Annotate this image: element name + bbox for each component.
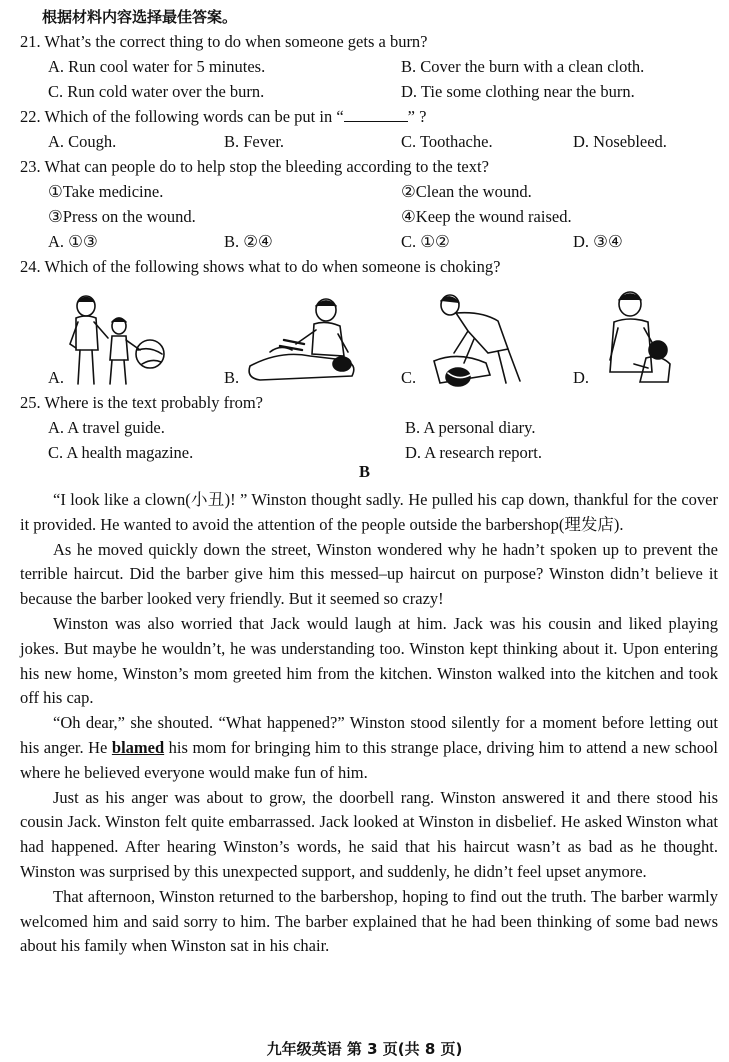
option-d: D. Nosebleed.	[573, 132, 667, 151]
option-a: A.	[48, 368, 65, 387]
question-stem: What can people do to help stop the bleeding according to the text?	[44, 157, 489, 176]
option-d: D. A research report.	[405, 443, 542, 462]
question-number: 24.	[20, 257, 41, 276]
option-c: C. Run cold water over the burn.	[48, 82, 265, 101]
question-stem: What’s the correct thing to do when someone gets a burn?	[44, 32, 428, 51]
passage-paragraph	[20, 612, 718, 711]
question-21	[20, 31, 428, 53]
option-d: D. ③④	[573, 232, 623, 251]
passage-paragraph	[20, 885, 718, 959]
option-b: B.	[224, 368, 240, 387]
question-stem-end: ” ?	[407, 107, 427, 126]
option-c: C. ①②	[401, 232, 450, 251]
question-number: 22.	[20, 107, 41, 126]
question-stem-start: Which of the following words can be put in “	[44, 107, 344, 126]
question-number: 21.	[20, 32, 41, 51]
question-stem: Which of the following shows what to do when someone is choking?	[44, 257, 501, 276]
passage-paragraph	[20, 786, 718, 885]
option-a: A. Cough.	[48, 132, 117, 151]
statement-2: ②Clean the wound.	[401, 182, 532, 201]
paragraph-text: his mom for bringing him to this strange place, driving him to attend a new school where he believed everyone would make fun of him.	[20, 737, 718, 782]
paragraph-text: Winston was also worried that Jack would laugh at him. Jack was his cousin and liked playing jokes. But maybe he wouldn’t, he was understanding too. Winston kept thinking about it. Upon entering his new home, Winston’s mom greeted him from the kitchen. Winston walked into the kitchen and took off his cap.	[20, 613, 718, 708]
adult-helping-choking-child-illustration	[600, 288, 680, 388]
option-c: C.	[401, 368, 417, 387]
passage-paragraph	[20, 711, 718, 785]
option-d: D.	[573, 368, 590, 387]
option-c: C. Toothache.	[401, 132, 493, 151]
question-22	[20, 106, 426, 128]
option-b: B. Cover the burn with a clean cloth.	[401, 57, 645, 76]
section-heading: B	[358, 462, 370, 481]
passage-paragraph	[20, 538, 718, 612]
adult-with-child-and-ball-illustration	[64, 292, 172, 388]
statement-1: ①Take medicine.	[48, 182, 164, 201]
option-b: B. A personal diary.	[405, 418, 536, 437]
option-a: A. ①③	[48, 232, 98, 251]
option-b: B. ②④	[224, 232, 273, 251]
question-number: 25.	[20, 393, 41, 412]
paragraph-text: As he moved quickly down the street, Winston wondered why he hadn’t spoken up to prevent the terrible haircut. Did the barber give him this messed–up haircut on purpose? Winston didn’t believe it because the barber looked very friendly. But it seemed so crazy!	[20, 539, 718, 609]
statement-4: ④Keep the wound raised.	[401, 207, 572, 226]
person-bandaging-lying-patient-illustration	[240, 294, 364, 386]
option-d: D. Tie some clothing near the burn.	[401, 82, 635, 101]
reading-passage	[20, 488, 718, 959]
paragraph-text: Just as his anger was about to grow, the doorbell rang. Winston answered it and there stood his cousin Jack. Winston felt quite embarrassed. Jack looked at Winston in disbelief. He asked Winston what had happened. After hearing Winston’s words, he said that his haircut wasn’t as bad as he thought. Winston was surprised by this unexpected support, and suddenly, he didn’t feel upset anymore.	[20, 787, 718, 881]
page-footer: 九年级英语 第 3 页(共 8 页)	[266, 1040, 463, 1058]
person-giving-cpr-illustration	[428, 291, 524, 389]
section-instruction: 根据材料内容选择最佳答案。	[42, 8, 238, 26]
paragraph-text: “I look like a clown(小丑)! ” Winston thought sadly. He pulled his cap down, thankful for the cover it provided. He wanted to avoid the attention of the people outside the barbershop(理发店).	[20, 490, 718, 534]
paragraph-text: That afternoon, Winston returned to the barbershop, hoping to find out the truth. The barber warmly welcomed him and said sorry to him. The barber explained that he had been thinking of some bad news about his family when Winston sat in his chair.	[20, 886, 718, 956]
question-25	[20, 392, 263, 414]
paragraph-text: “Oh dear,” she shouted. “What happened?” Winston stood silently for a moment before letting out his anger. He	[20, 713, 718, 757]
underlined-word: blamed	[111, 737, 165, 757]
passage-paragraph	[20, 488, 718, 538]
question-23	[20, 156, 489, 178]
statement-3: ③Press on the wound.	[48, 207, 196, 226]
option-a: A. A travel guide.	[48, 418, 165, 437]
option-b: B. Fever.	[224, 132, 285, 151]
option-a: A. Run cool water for 5 minutes.	[48, 57, 266, 76]
question-24	[20, 256, 500, 278]
answer-blank	[344, 107, 408, 122]
option-c: C. A health magazine.	[48, 443, 194, 462]
question-stem: Where is the text probably from?	[44, 393, 263, 412]
question-number: 23.	[20, 157, 41, 176]
